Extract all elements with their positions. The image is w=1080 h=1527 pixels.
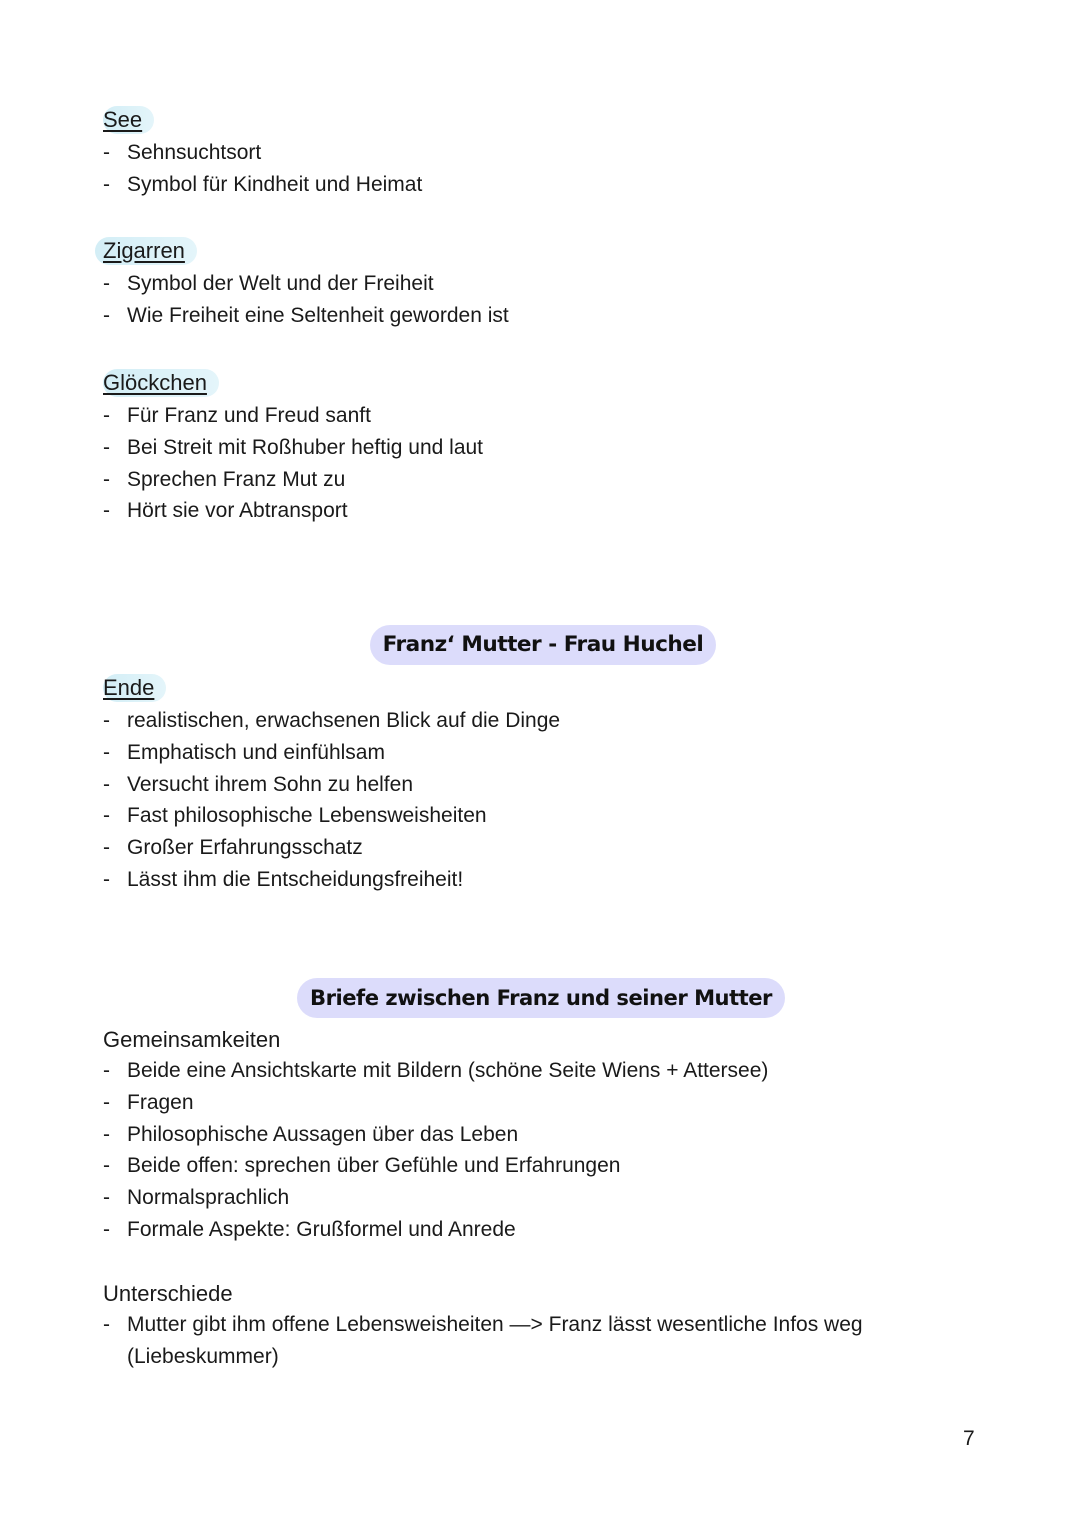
- section-ende: [103, 674, 560, 896]
- list-item: - Lässt ihm die Entscheidungsfreiheit!: [103, 867, 464, 891]
- list-unterschiede: [103, 1309, 863, 1373]
- list-item: - Fast philosophische Lebensweisheiten: [103, 804, 487, 828]
- list-item: - Bei Streit mit Roßhuber heftig und laut: [103, 435, 484, 459]
- list-zigarren: [103, 268, 509, 332]
- list-item-line: Mutter gibt ihm offene Lebensweisheiten —> Franz lässt wesentliche Infos weg: [127, 1313, 863, 1336]
- list-item: - Für Franz und Freud sanft: [103, 404, 371, 427]
- list-item: - Symbol der Welt und der Freiheit: [103, 272, 434, 295]
- section-gemeinsamkeiten: [103, 1025, 768, 1246]
- list-gloeckchen: [103, 400, 483, 527]
- list-item: - Emphatisch und einfühlsam: [103, 740, 385, 764]
- list-item: - realistischen, erwachsenen Blick auf die Dinge: [103, 709, 561, 732]
- list-see: [103, 137, 422, 201]
- list-item: - Formale Aspekte: Grußformel und Anrede: [103, 1217, 516, 1241]
- heading-unterschiede: Unterschiede: [103, 1281, 233, 1306]
- list-item: - Sehnsuchtsort: [103, 141, 262, 164]
- section-title-briefe: Briefe zwischen Franz und seiner Mutter: [297, 978, 785, 1018]
- list-item: - Normalsprachlich: [103, 1186, 290, 1210]
- heading-gloeckchen: Glöckchen: [103, 369, 219, 397]
- list-gemeinsamkeiten: [103, 1055, 768, 1246]
- heading-gemeinsamkeiten: Gemeinsamkeiten: [103, 1027, 281, 1052]
- section-unterschiede: [103, 1279, 863, 1373]
- heading-ende: Ende: [103, 674, 166, 702]
- page-number: 7: [963, 1427, 975, 1450]
- list-item: - Fragen: [103, 1090, 194, 1114]
- list-item: - Hört sie vor Abtransport: [103, 499, 348, 523]
- list-item: - Beide eine Ansichtskarte mit Bildern (schöne Seite Wiens + Attersee): [103, 1059, 769, 1082]
- heading-zigarren: Zigarren: [95, 237, 197, 265]
- list-item: - Symbol für Kindheit und Heimat: [103, 172, 423, 196]
- heading-see: See: [103, 106, 154, 134]
- section-gloeckchen: [103, 369, 483, 527]
- list-item: - Philosophische Aussagen über das Leben: [103, 1122, 519, 1146]
- section-zigarren: [103, 237, 509, 332]
- list-item: - Versucht ihrem Sohn zu helfen: [103, 772, 414, 796]
- list-ende: [103, 705, 560, 896]
- list-item: - Sprechen Franz Mut zu: [103, 467, 346, 491]
- list-item-line: (Liebeskummer): [127, 1344, 279, 1368]
- list-item: - Wie Freiheit eine Seltenheit geworden ist: [103, 303, 509, 327]
- list-item: - Mutter gibt ihm offene Lebensweisheiten —> Franz lässt wesentliche Infos weg (Liebeskummer): [103, 1309, 863, 1373]
- list-item: - Großer Erfahrungsschatz: [103, 836, 363, 860]
- list-item: - Beide offen: sprechen über Gefühle und Erfahrungen: [103, 1154, 621, 1178]
- section-title-mutter: Franz‘ Mutter - Frau Huchel: [370, 625, 716, 665]
- section-see: [103, 106, 422, 201]
